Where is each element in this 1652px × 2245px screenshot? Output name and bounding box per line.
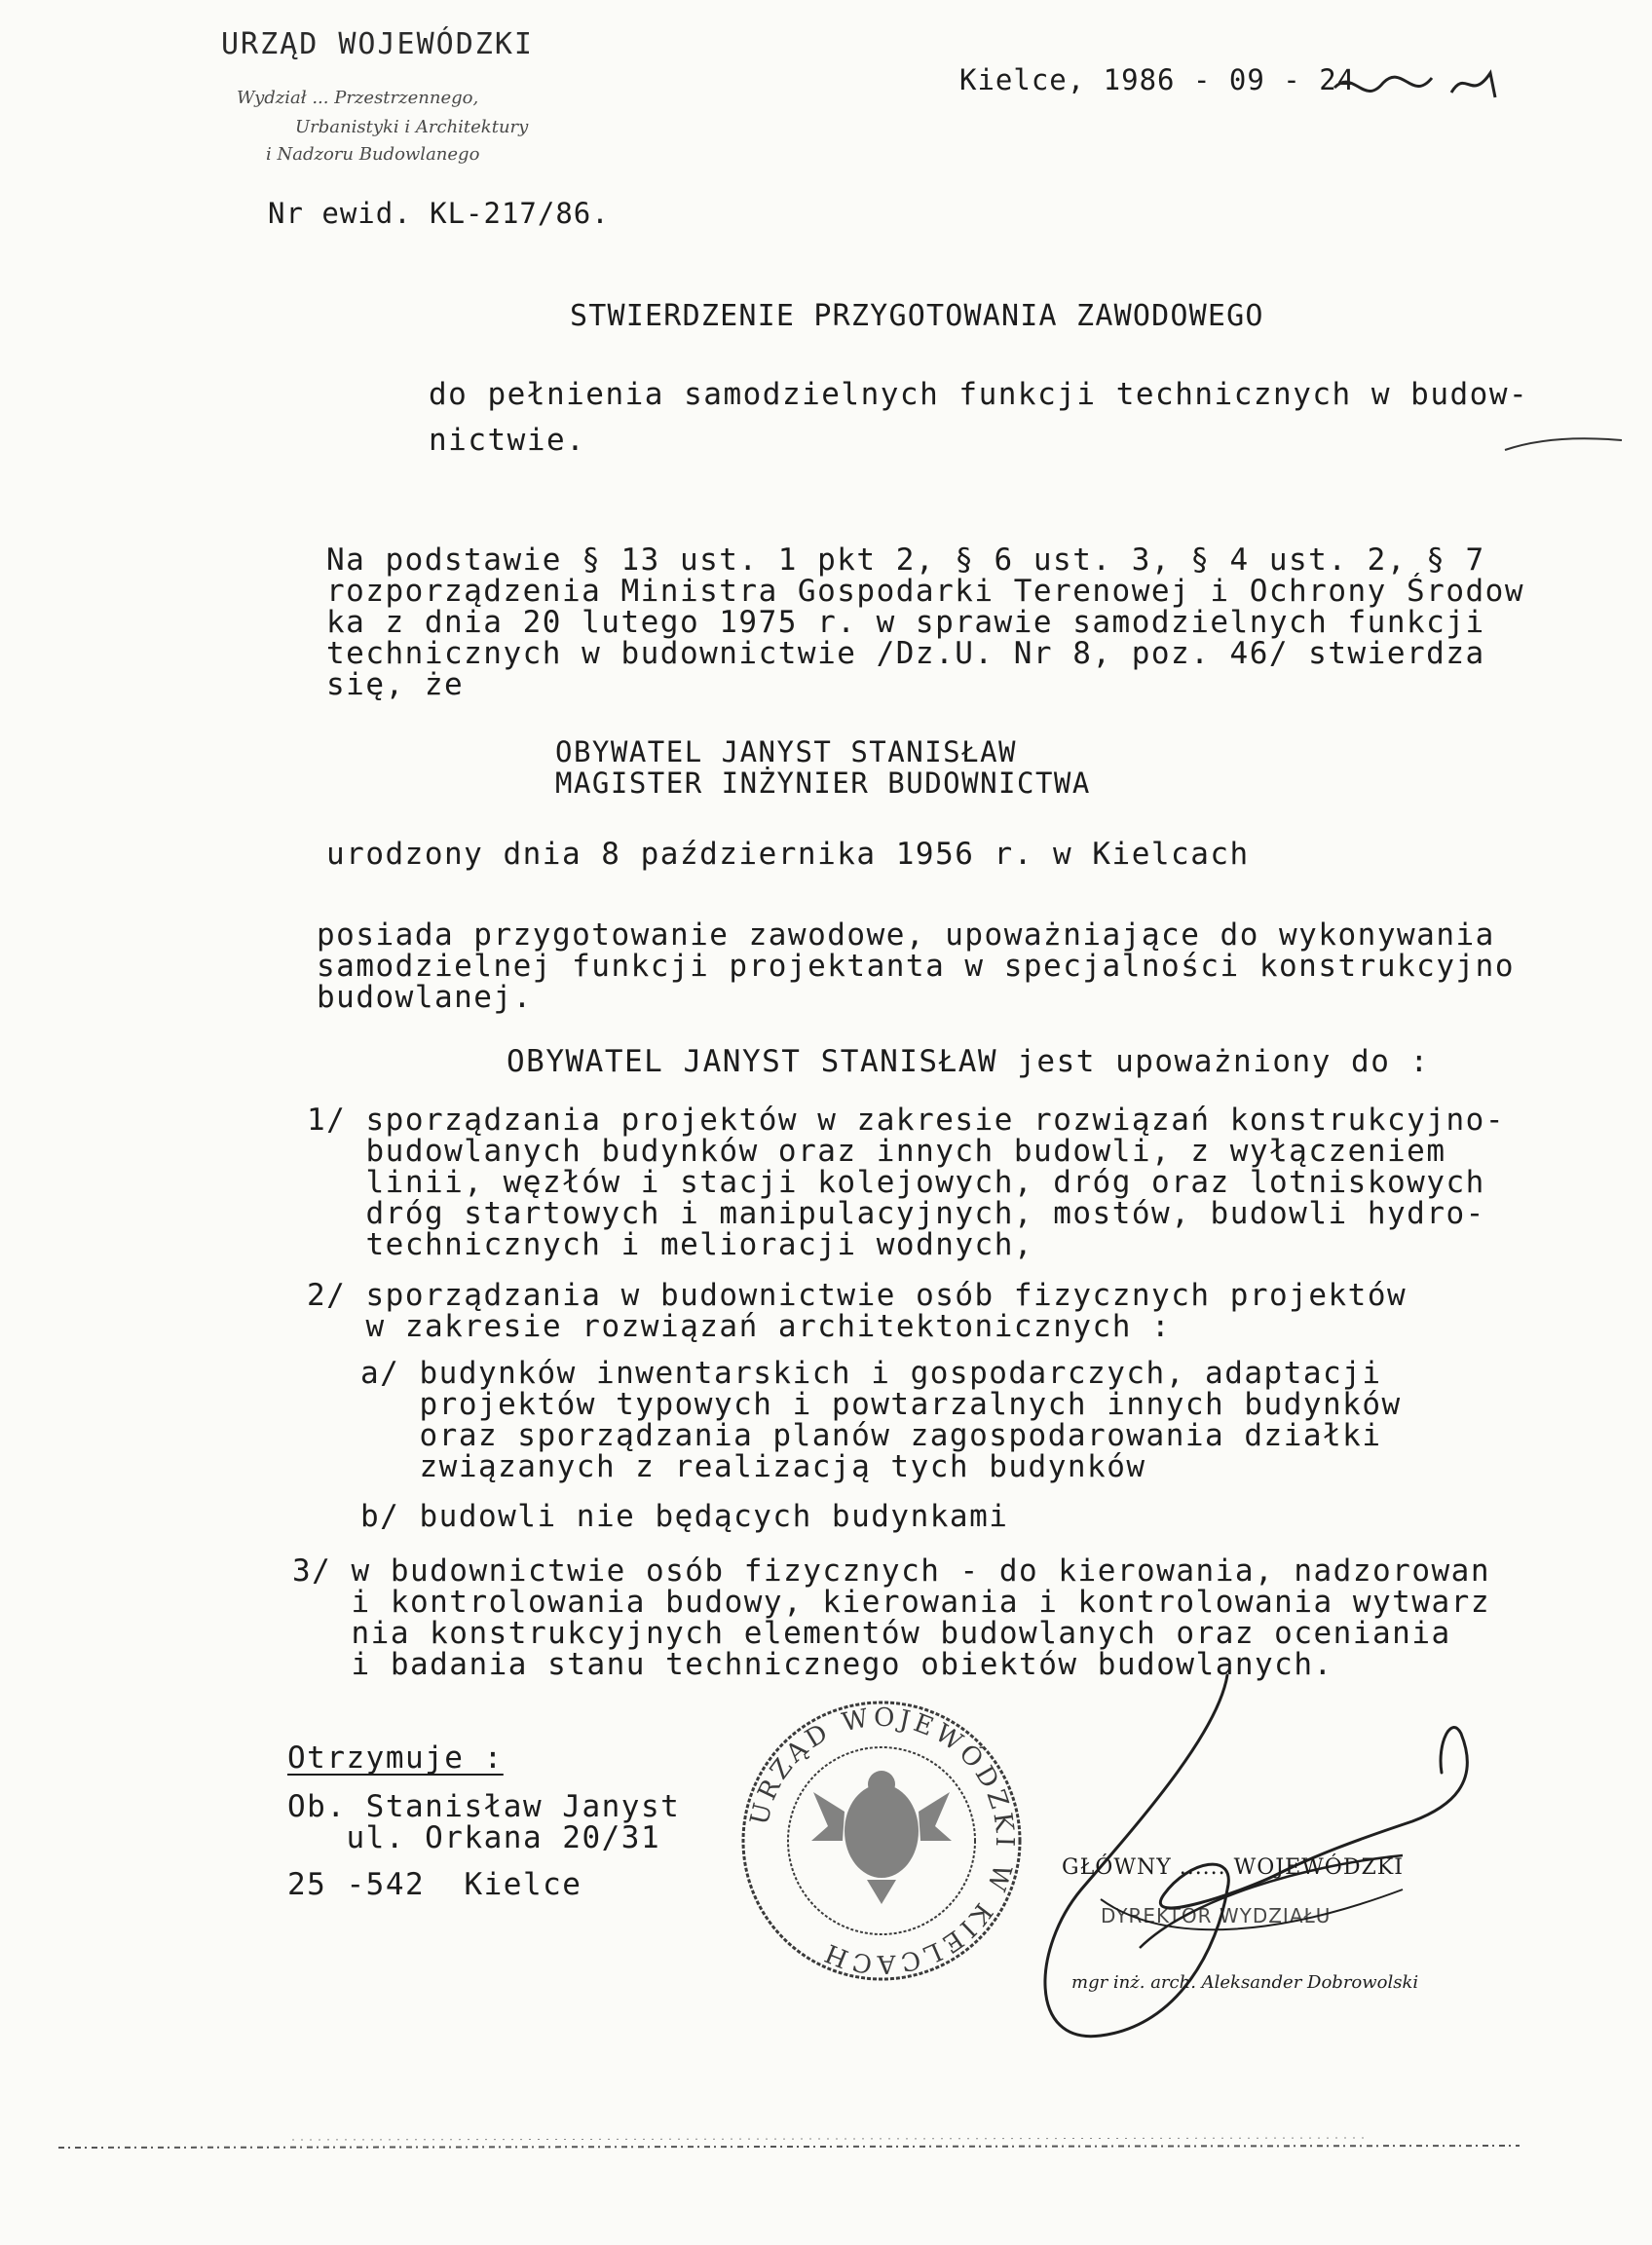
registration-number: Nr ewid. KL-217/86. <box>268 197 610 230</box>
item1-line3: linii, węzłów i stacji kolejowych, dróg oraz lotniskowych <box>307 1165 1485 1200</box>
recipient-line1: Ob. Stanisław Janyst <box>287 1789 681 1824</box>
authorized-intro: OBYWATEL JANYST STANISŁAW jest upoważniony do : <box>507 1044 1430 1079</box>
document-title: STWIERDZENIE PRZYGOTOWANIA ZAWODOWEGO <box>570 299 1264 333</box>
official-seal <box>735 1695 1028 1987</box>
handwritten-date-mark <box>1325 58 1520 117</box>
recipient-label: Otrzymuje : <box>287 1740 504 1776</box>
legal-basis-line3: ka z dnia 20 lutego 1975 r. w sprawie samodzielnych funkcji <box>326 605 1485 640</box>
seal-text: URZĄD WOJEWÓDZKI W KIELCACH <box>744 1702 1020 1979</box>
item2-line2: w zakresie rozwiązań architektonicznych : <box>307 1309 1172 1344</box>
item3-line3: nia konstrukcyjnych elementów budowlanych oraz oceniania <box>292 1616 1451 1651</box>
scan-edge-noise <box>0 2128 1652 2167</box>
item2a-line3: oraz sporządzania planów zagospodarowania działki <box>360 1418 1382 1453</box>
qualification-line1: posiada przygotowanie zawodowe, upoważniające do wykonywania <box>317 917 1495 953</box>
item2a-line1: a/ budynków inwentarskich i gospodarczych, adaptacji <box>360 1356 1382 1391</box>
qualification-line3: budowlanej. <box>317 980 533 1015</box>
recipient-line3: 25 -542 Kielce <box>287 1867 582 1902</box>
eagle-emblem <box>811 1771 952 1904</box>
legal-basis-line2: rozporządzenia Ministra Gospodarki Terenowej i Ochrony Środow <box>326 574 1524 609</box>
office-stamp-line4: i Nadzoru Budowlanego <box>266 144 480 165</box>
person-name: OBYWATEL JANYST STANISŁAW <box>555 735 1017 768</box>
item1-line1: 1/ sporządzania projektów w zakresie rozwiązań konstrukcyjno- <box>307 1103 1505 1138</box>
qualification-line2: samodzielnej funkcji projektanta w specjalności konstrukcyjno <box>317 949 1515 984</box>
item3-line4: i badania stanu technicznego obiektów budowlanych. <box>292 1647 1333 1682</box>
office-stamp-line2: Wydział ... Przestrzennego, <box>237 88 479 108</box>
legal-basis-line4: technicznych w budownictwie /Dz.U. Nr 8, poz. 46/ stwierdza <box>326 636 1485 671</box>
person-title: MAGISTER INŻYNIER BUDOWNICTWA <box>555 767 1091 800</box>
item2a-line2: projektów typowych i powtarzalnych innych budynków <box>360 1387 1402 1422</box>
item1-line4: dróg startowych i manipulacyjnych, mostów, budowli hydro- <box>307 1196 1485 1231</box>
place-date: Kielce, 1986 - 09 - 24 <box>959 63 1356 96</box>
person-born: urodzony dnia 8 października 1956 r. w Kielcach <box>326 837 1250 872</box>
office-stamp-line1: URZĄD WOJEWÓDZKI <box>221 27 534 61</box>
signature-line3: mgr inż. arch. Aleksander Dobrowolski <box>1071 1972 1419 1993</box>
item1-line5: technicznych i melioracji wodnych, <box>307 1227 1034 1262</box>
office-stamp-line3: Urbanistyki i Architektury <box>295 117 529 137</box>
signature-line1: GŁÓWNY ...... WOJEWÓDZKI <box>1062 1855 1404 1880</box>
subtitle-line2: nictwie. <box>429 423 586 458</box>
item3-line2: i kontrolowania budowy, kierowania i kontrolowania wytwarz <box>292 1585 1490 1620</box>
item3-line1: 3/ w budownictwie osób fizycznych - do kierowania, nadzorowan <box>292 1553 1490 1589</box>
pen-stroke-mark <box>1500 429 1627 458</box>
subtitle-line1: do pełnienia samodzielnych funkcji technicznych w budow- <box>429 377 1529 412</box>
recipient-line2: ul. Orkana 20/31 <box>287 1820 661 1855</box>
item2-line1: 2/ sporządzania w budownictwie osób fizycznych projektów <box>307 1278 1408 1313</box>
legal-basis-line5: się, że <box>326 667 465 702</box>
item2b: b/ budowli nie będących budynkami <box>360 1499 1009 1534</box>
signature-line2: DYREKTOR WYDZIAŁU <box>1101 1904 1332 1927</box>
legal-basis-line1: Na podstawie § 13 ust. 1 pkt 2, § 6 ust. 3, § 4 ust. 2, § 7 <box>326 543 1485 578</box>
item1-line2: budowlanych budynków oraz innych budowli, z wyłączeniem <box>307 1134 1446 1169</box>
item2a-line4: związanych z realizacją tych budynków <box>360 1449 1146 1484</box>
